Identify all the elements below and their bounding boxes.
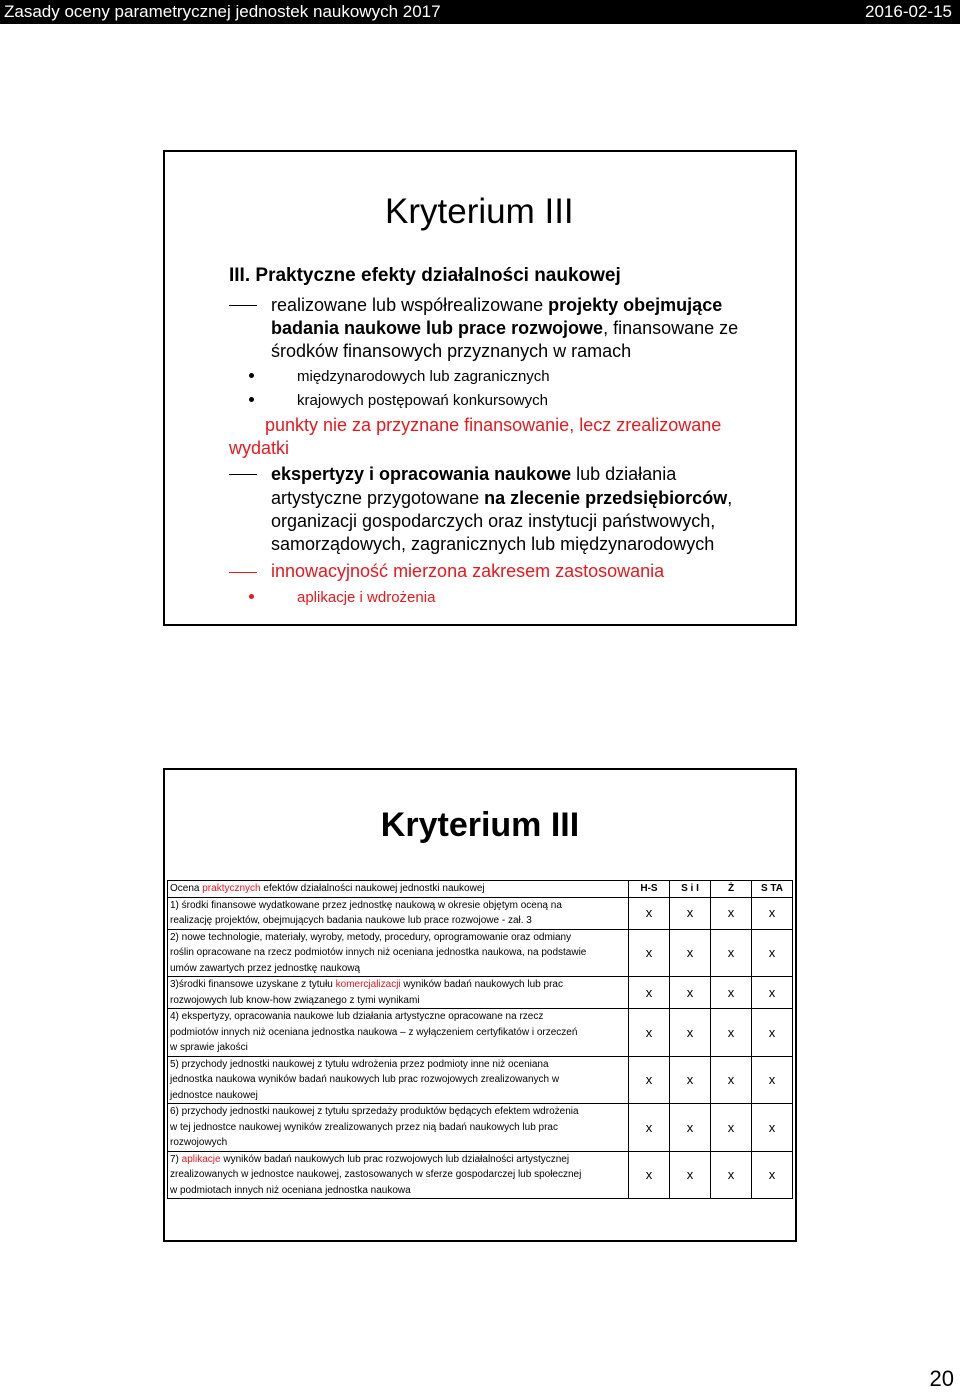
cell-mark: x [752, 1151, 793, 1199]
header-date: 2016-02-15 [865, 2, 952, 21]
dash-marker [229, 572, 257, 573]
row-desc: 4) ekspertyzy, opracowania naukowe lub działania artystyczne opracowane na rzecz podmiotów innych niż oceniana jednostka naukowa – z wyłączeniem certyfikatów i orzeczeń w sprawie jakości [168, 1009, 629, 1057]
cell-mark: x [711, 977, 752, 1009]
page-number: 20 [929, 1366, 954, 1391]
cell-mark: x [752, 897, 793, 929]
table-row [168, 1009, 793, 1057]
cell-mark: x [670, 1009, 711, 1057]
slide-2 [163, 768, 797, 1242]
row-desc: 6) przychody jednostki naukowej z tytułu sprzedaży produktów będących efektem wdrożenia w tej jednostce naukowej wyników zrealizowanych przez nią badań naukowych lub prac rozwojowych [168, 1104, 629, 1152]
item1-bullet2: krajowych postępowań konkursowych [297, 392, 548, 409]
cell-mark: x [629, 929, 670, 977]
slide-2-title: Kryterium III [380, 806, 580, 844]
table-header-row [168, 881, 793, 898]
section-heading: III. Praktyczne efekty działalności naukowej [229, 265, 621, 286]
cell-mark: x [629, 1104, 670, 1152]
header-title: Zasady oceny parametrycznej jednostek naukowych 2017 [4, 2, 441, 21]
item2-line2: artystyczne przygotowane na zlecenie przedsiębiorców, [271, 488, 733, 508]
table-row [168, 977, 793, 1009]
item3-line1: innowacyjność mierzona zakresem zastosowania [271, 561, 665, 581]
note-line1: punkty nie za przyznane finansowanie, lecz zrealizowane [265, 415, 722, 435]
cell-mark: x [629, 1009, 670, 1057]
table-row [168, 929, 793, 977]
item1-line1: realizowane lub współrealizowane projekty obejmujące [271, 295, 723, 315]
cell-mark: x [752, 1104, 793, 1152]
table-row [168, 1151, 793, 1199]
item1-line2: badania naukowe lub prace rozwojowe, finansowane ze [271, 318, 739, 338]
dash-marker [229, 474, 257, 475]
item1-line3: środków finansowych przyznanych w ramach [271, 341, 632, 361]
row-desc: 1) środki finansowe wydatkowane przez jednostkę naukową w okresie objętym oceną na realizację projektów, obejmujących badania naukowe lub prace rozwojowe - zał. 3 [168, 897, 629, 929]
cell-mark: x [711, 929, 752, 977]
table-header-desc: Ocena praktycznych efektów działalności naukowej jednostki naukowej [168, 881, 629, 898]
table-row [168, 897, 793, 929]
slide-1-title: Kryterium III [385, 192, 574, 231]
row-desc: 7) aplikacje wyników badań naukowych lub prac rozwojowych lub działalności artystycznej zrealizowanych w jednostce naukowej, zastosowanych w sferze gospodarczej lub społecznej w podmiotach innych niż oceniana jednostka naukowa [168, 1151, 629, 1199]
cell-mark: x [711, 897, 752, 929]
header-bar [0, 0, 960, 24]
cell-mark: x [752, 1009, 793, 1057]
cell-mark: x [711, 1056, 752, 1104]
cell-mark: x [670, 897, 711, 929]
evaluation-table [167, 880, 793, 1199]
cell-mark: x [629, 1056, 670, 1104]
table-header-col: S i I [670, 881, 711, 898]
cell-mark: x [629, 897, 670, 929]
item2-line1: ekspertyzy i opracowania naukowe lub działania [271, 464, 677, 484]
cell-mark: x [670, 1151, 711, 1199]
cell-mark: x [752, 977, 793, 1009]
slide-1 [163, 150, 797, 626]
bullet-dot [249, 397, 254, 402]
cell-mark: x [670, 929, 711, 977]
item1-bullet1: międzynarodowych lub zagranicznych [297, 368, 550, 385]
item3-bullet1: aplikacje i wdrożenia [297, 589, 436, 606]
cell-mark: x [711, 1104, 752, 1152]
cell-mark: x [711, 1009, 752, 1057]
cell-mark: x [752, 1056, 793, 1104]
cell-mark: x [670, 1104, 711, 1152]
cell-mark: x [670, 977, 711, 1009]
note-line2: wydatki [229, 438, 290, 458]
table-header-col: Ż [711, 881, 752, 898]
cell-mark: x [752, 929, 793, 977]
table-row [168, 1056, 793, 1104]
dash-marker [229, 305, 257, 306]
cell-mark: x [629, 1151, 670, 1199]
table-header-col: S TA [752, 881, 793, 898]
cell-mark: x [711, 1151, 752, 1199]
bullet-dot [249, 594, 254, 599]
table-row [168, 1104, 793, 1152]
table-header-col: H-S [629, 881, 670, 898]
item2-line3: organizacji gospodarczych oraz instytucji państwowych, [271, 511, 716, 531]
item2-line4: samorządowych, zagranicznych lub międzynarodowych [271, 534, 715, 554]
cell-mark: x [629, 977, 670, 1009]
cell-mark: x [670, 1056, 711, 1104]
bullet-dot [249, 373, 254, 378]
row-desc: 2) nowe technologie, materiały, wyroby, metody, procedury, oprogramowanie oraz odmiany roślin opracowane na rzecz podmiotów innych niż oceniana jednostka naukowa, na podstawie umów zawartych przez jednostkę naukową [168, 929, 629, 977]
row-desc: 5) przychody jednostki naukowej z tytułu wdrożenia przez podmioty inne niż oceniana jednostka naukowa wyników badań naukowych lub prac rozwojowych zrealizowanych w jednostce naukowej [168, 1056, 629, 1104]
row-desc: 3)środki finansowe uzyskane z tytułu komercjalizacji wyników badań naukowych lub prac rozwojowych lub know-how związanego z tymi wynikami [168, 977, 629, 1009]
